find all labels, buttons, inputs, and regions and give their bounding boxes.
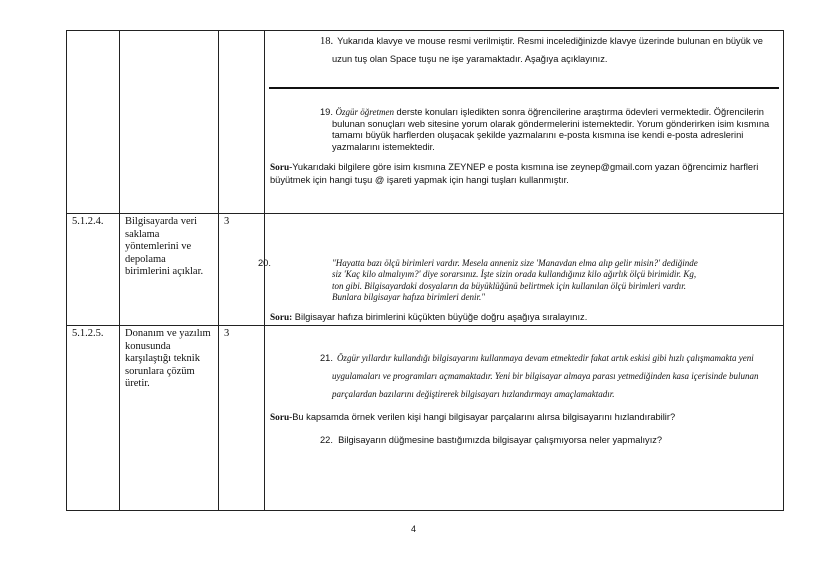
question-22: [270, 435, 778, 447]
soru-20: [270, 312, 778, 325]
hours-cell: 3: [219, 326, 265, 511]
question-text: derste konuları işledikten sonra öğrencilerine araştırma ödevleri vermektedir. Öğrencilerin bulunan sonuçları web sitesine yorum olarak göndermelerini istemektedir. Yorum gönderirken isim kısmına tamamı büyük harflerden oluşacak şekilde yazmalarını e-posta kısmına ise kendi e-posta adreslerini yazmalarını istemektedir.: [332, 107, 770, 152]
question-20: [258, 257, 778, 304]
questions-cell: [265, 326, 784, 511]
table-row: [67, 326, 784, 511]
outcome-cell: [120, 31, 219, 214]
question-line: siz 'Kaç kilo almalıyım?' diye sorarsınız. İşte sizin orada kullandığınız kilo ağırlık ölçü birimidir. Kg,: [332, 269, 697, 279]
questions-cell: [265, 31, 784, 214]
question-number: 18.: [320, 36, 334, 47]
questions-cell: [258, 214, 784, 326]
table-row: [67, 31, 784, 214]
soru-text: Bilgisayar hafıza birimlerini küçükten büyüğe doğru aşağıya sıralayınız.: [292, 311, 588, 322]
code-cell: [67, 31, 120, 214]
question-number: 22.: [320, 434, 333, 445]
question-number: 19.: [320, 107, 333, 117]
outcome-cell: Bilgisayarda veri saklama yöntemlerini ve depolama birimlerini açıklar.: [120, 214, 219, 326]
outcome-cell: Donanım ve yazılım konusunda karşılaştığı teknik sorunlara çözüm üretir.: [120, 326, 219, 511]
soru-label: Soru-: [270, 163, 293, 173]
question-line: "Hayatta bazı ölçü birimleri vardır. Mesela anneniz size 'Manavdan elma alıp gelir misin?' dediğinde: [332, 257, 698, 268]
answer-line: [269, 87, 779, 89]
soru-label: Soru-: [270, 413, 293, 423]
table-row: [67, 214, 784, 326]
hours-cell: [219, 31, 265, 214]
soru-19: [270, 162, 778, 186]
soru-text: Bu kapsamda örnek verilen kişi hangi bilgisayar parçalarını alırsa bilgisayarını hızlandırabilir?: [292, 412, 676, 422]
question-line: Bunlara bilgisayar hafıza birimleri denir.": [332, 292, 486, 302]
question-line: ton gibi. Bilgisayardaki dosyaların da büyüklüğünü belirtmek için kullanılan ölçü birimleri vardır.: [332, 280, 687, 291]
question-18: [270, 31, 778, 67]
question-italic: Özgür öğretmen: [335, 107, 394, 117]
code-cell: 5.1.2.4.: [67, 214, 120, 326]
soru-21: [270, 412, 778, 425]
code-cell: 5.1.2.5.: [67, 326, 120, 511]
question-text: Bilgisayarın düğmesine bastığımızda bilgisayar çalışmıyorsa neler yapmalıyız?: [338, 434, 663, 445]
hours-cell: 3: [219, 214, 265, 326]
question-text: Özgür yıllardır kullandığı bilgisayarını kullanmaya devam etmektedir fakat artık eskisi gibi hızlı çalışmamakta yeni uygulamaları ve programları açmamaktadır. Yeni bir bilgisayar almaya parası yetmediğinden kasa içerisinde bulunan parçalardan bazılarını değiştirerek bilgisayarı hızlandırmayı amaçlamaktadır.: [332, 353, 759, 399]
question-text: Yukarıda klavye ve mouse resmi verilmiştir. Resmi incelediğinizde klavye üzerinde bulunan en büyük ve uzun tuş olan Space tuşu ne işe yaramaktadır. Aşağıya açıklayınız.: [332, 36, 763, 64]
soru-label: Soru:: [270, 312, 293, 323]
question-number: 21.: [320, 353, 333, 363]
soru-text: Yukarıdaki bilgilere göre isim kısmına ZEYNEP e posta kısmına ise zeynep@gmail.com yazan öğrencimiz harfleri büyütmek için hangi tuşu @ işareti yapmak için hangi tuşları kullanmıştır.: [270, 162, 759, 185]
curriculum-table: [66, 30, 784, 511]
question-number: 20.: [258, 257, 271, 268]
page-number: 4: [411, 524, 417, 534]
question-19: [270, 107, 778, 153]
question-21: [270, 348, 778, 402]
